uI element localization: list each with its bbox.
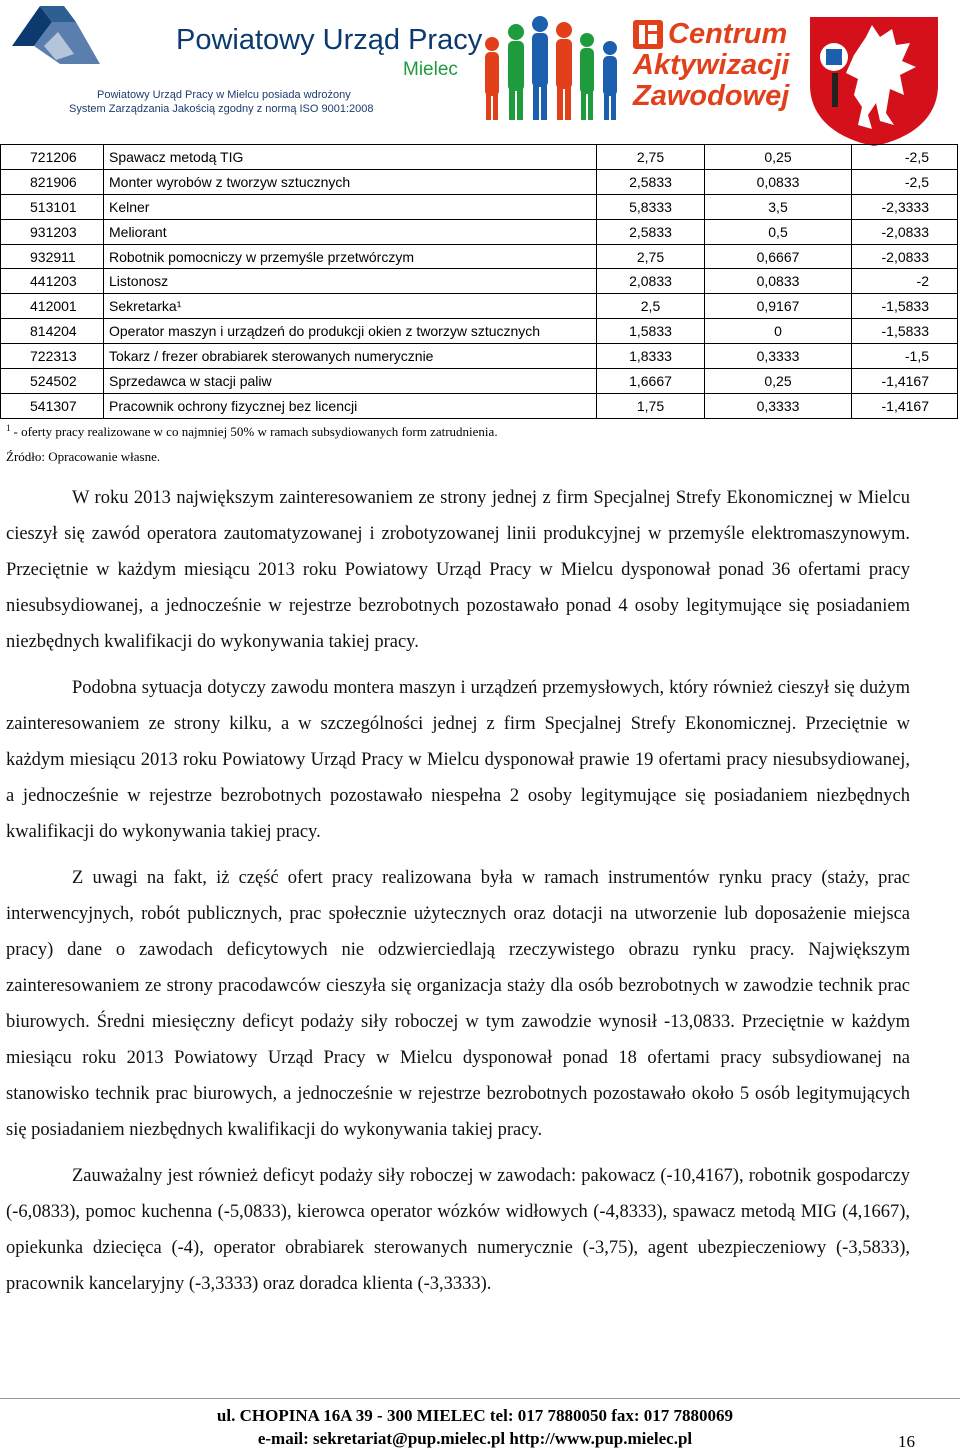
occupation-name: Meliorant (104, 219, 597, 244)
deficit-value: -2,0833 (852, 219, 958, 244)
unemployed-value: 0,25 (705, 369, 852, 394)
occupation-name: Kelner (104, 194, 597, 219)
paragraph: W roku 2013 największym zainteresowaniem ze strony jednej z firm Specjalnej Strefy Ekonomicznej w Mielcu cieszył się zawód operatora zautomatyzowanej i zrobotyzowanej linii produkcyjnej w przemyśle elektromaszynowym. Przeciętnie w każdym miesiącu 2013 roku Powiatowy Urząd Pracy w Mielcu dysponował ponad 36 ofertami pracy niesubsydiowanej, a jednocześnie w rejestrze bezrobotnych pozostawało ponad 4 osoby legitymujące się posiadaniem niezbędnych kwalifikacji do wykonywania takiej pracy. (6, 488, 910, 652)
table-row (1, 369, 958, 394)
page-header (0, 0, 960, 145)
table-row (1, 244, 958, 269)
offers-value: 1,5833 (597, 319, 705, 344)
offers-value: 2,5833 (597, 219, 705, 244)
offers-value: 1,6667 (597, 369, 705, 394)
occupation-code: 412001 (1, 294, 104, 319)
unemployed-value: 0 (705, 319, 852, 344)
iso-statement-line1: Powiatowy Urząd Pracy w Mielcu posiada wdrożony (97, 89, 351, 101)
offers-value: 2,75 (597, 244, 705, 269)
cak-title-line3: Zawodowej (633, 80, 790, 112)
org-city: Mielec (403, 59, 458, 80)
people-group-icon (478, 14, 628, 122)
deficit-value: -1,5833 (852, 294, 958, 319)
occupation-name: Pracownik ochrony fizycznej bez licencji (104, 393, 597, 418)
deficit-value: -2,0833 (852, 244, 958, 269)
occupation-name: Sprzedawca w stacji paliw (104, 369, 597, 394)
offers-value: 2,75 (597, 145, 705, 170)
occupation-code: 513101 (1, 194, 104, 219)
occupation-code: 524502 (1, 369, 104, 394)
occupation-name: Robotnik pomocniczy w przemyśle przetwórczym (104, 244, 597, 269)
table-row (1, 319, 958, 344)
table-source: Źródło: Opracowanie własne. (6, 449, 161, 464)
offers-value: 2,5 (597, 294, 705, 319)
occupation-name: Monter wyrobów z tworzyw sztucznych (104, 169, 597, 194)
unemployed-value: 0,0833 (705, 169, 852, 194)
footer-address: ul. CHOPINA 16A 39 - 300 MIELEC tel: 017 7880050 fax: 017 7880069 (216, 1406, 734, 1425)
unemployed-value: 0,3333 (705, 344, 852, 369)
table-row (1, 294, 958, 319)
deficit-value: -1,4167 (852, 369, 958, 394)
cak-title-line2: Aktywizacji (633, 49, 790, 81)
occupation-code: 814204 (1, 319, 104, 344)
offers-value: 1,8333 (597, 344, 705, 369)
footnote-mark: 1 (6, 423, 11, 433)
coat-of-arms-icon (806, 15, 942, 147)
deficit-occupations-table (0, 144, 958, 419)
cak-title-line1: Centrum (668, 18, 788, 50)
unemployed-value: 0,9167 (705, 294, 852, 319)
footnote-text: - oferty pracy realizowane w co najmniej 50% w ramach subsydiowanych form zatrudnienia. (13, 424, 498, 439)
unemployed-value: 0,5 (705, 219, 852, 244)
occupation-name: Listonosz (104, 269, 597, 294)
deficit-value: -2,5 (852, 169, 958, 194)
unemployed-value: 0,25 (705, 145, 852, 170)
table-footnote (6, 424, 498, 438)
table-row (1, 169, 958, 194)
deficit-value: -2,3333 (852, 194, 958, 219)
table-row (1, 393, 958, 418)
table-row (1, 269, 958, 294)
footer-divider (0, 1398, 960, 1399)
unemployed-value: 0,0833 (705, 269, 852, 294)
offers-value: 1,75 (597, 393, 705, 418)
cak-badge-icon (633, 20, 663, 49)
occupation-code: 541307 (1, 393, 104, 418)
unemployed-value: 0,3333 (705, 393, 852, 418)
org-name: Powiatowy Urząd Pracy (176, 24, 483, 56)
occupation-code: 441203 (1, 269, 104, 294)
paragraph: Z uwagi na fakt, iż część ofert pracy realizowana była w ramach instrumentów rynku pracy (staży, prac interwencyjnych, robót publicznych, prac społecznie użytecznych oraz dotacji na utworzenie lub doposażenie miejsca pracy) dane o zawodach deficytowych nie odzwierciedlają rzeczywistego obrazu rynku pracy. Największym zainteresowaniem ze strony pracodawców cieszyła się organizacja staży dla osób bezrobotnych w zawodzie technik prac biurowych. Średni miesięczny deficyt podaży siły roboczej w tym zawodzie wynosił -13,0833. Przeciętnie w każdym miesiącu roku 2013 Powiatowy Urząd Pracy w Mielcu dysponował ponad 18 ofertami pracy subsydiowanej na stanowisko technik prac biurowych, a jednocześnie w rejestrze bezrobotnych pozostawało około 5 osób legitymujących się posiadaniem niezbędnych kwalifikacji do wykonywania takiej pracy. (6, 868, 910, 1140)
occupation-code: 721206 (1, 145, 104, 170)
deficit-value: -2,5 (852, 145, 958, 170)
occupation-name: Spawacz metodą TIG (104, 145, 597, 170)
unemployed-value: 3,5 (705, 194, 852, 219)
occupation-name: Tokarz / frezer obrabiarek sterowanych numerycznie (104, 344, 597, 369)
table-row (1, 194, 958, 219)
unemployed-value: 0,6667 (705, 244, 852, 269)
offers-value: 2,5833 (597, 169, 705, 194)
paragraph: Zauważalny jest również deficyt podaży siły roboczej w zawodach: pakowacz (-10,4167), robotnik gospodarczy (-6,0833), pomoc kuchenna (-5,0833), kierowca operator wózków widłowych (-4,8333), spawacz metodą MIG (4,1667), opiekunka dziecięca (-4), operator obrabiarek sterowanych numerycznie (-3,75), agent ubezpieczeniowy (-3,5833), pracownik kancelaryjny (-3,3333) oraz doradca klienta (-3,3333). (6, 1166, 910, 1294)
table-row (1, 145, 958, 170)
occupation-code: 931203 (1, 219, 104, 244)
iso-statement-line2: System Zarządzania Jakością zgodny z normą ISO 9001:2008 (69, 103, 374, 115)
occupation-code: 932911 (1, 244, 104, 269)
occupation-code: 821906 (1, 169, 104, 194)
deficit-value: -1,5 (852, 344, 958, 369)
paragraph: Podobna sytuacja dotyczy zawodu montera maszyn i urządzeń przemysłowych, który również cieszył się dużym zainteresowaniem ze strony kilku, a w szczególności jednej z firm Specjalnej Strefy Ekonomicznej. Przeciętnie w każdym miesiącu 2013 roku Powiatowy Urząd Pracy w Mielcu dysponował prawie 19 ofertami pracy niesubsydiowanej, a jednocześnie w rejestrze bezrobotnych pozostawało niespełna 2 osoby legitymujące się posiadaniem niezbędnych kwalifikacji do wykonywania takiej pracy. (6, 678, 910, 842)
footer-contact: e-mail: sekretariat@pup.mielec.pl http://www.pup.mielec.pl (257, 1429, 693, 1448)
offers-value: 2,0833 (597, 269, 705, 294)
body-text (6, 480, 910, 1312)
occupation-name: Operator maszyn i urządzeń do produkcji okien z tworzyw sztucznych (104, 319, 597, 344)
occupation-name: Sekretarka¹ (104, 294, 597, 319)
page-number: 16 (898, 1432, 915, 1451)
deficit-value: -2 (852, 269, 958, 294)
deficit-value: -1,5833 (852, 319, 958, 344)
table-row (1, 344, 958, 369)
table-row (1, 219, 958, 244)
pup-logo-icon (4, 2, 104, 66)
offers-value: 5,8333 (597, 194, 705, 219)
occupation-code: 722313 (1, 344, 104, 369)
deficit-value: -1,4167 (852, 393, 958, 418)
